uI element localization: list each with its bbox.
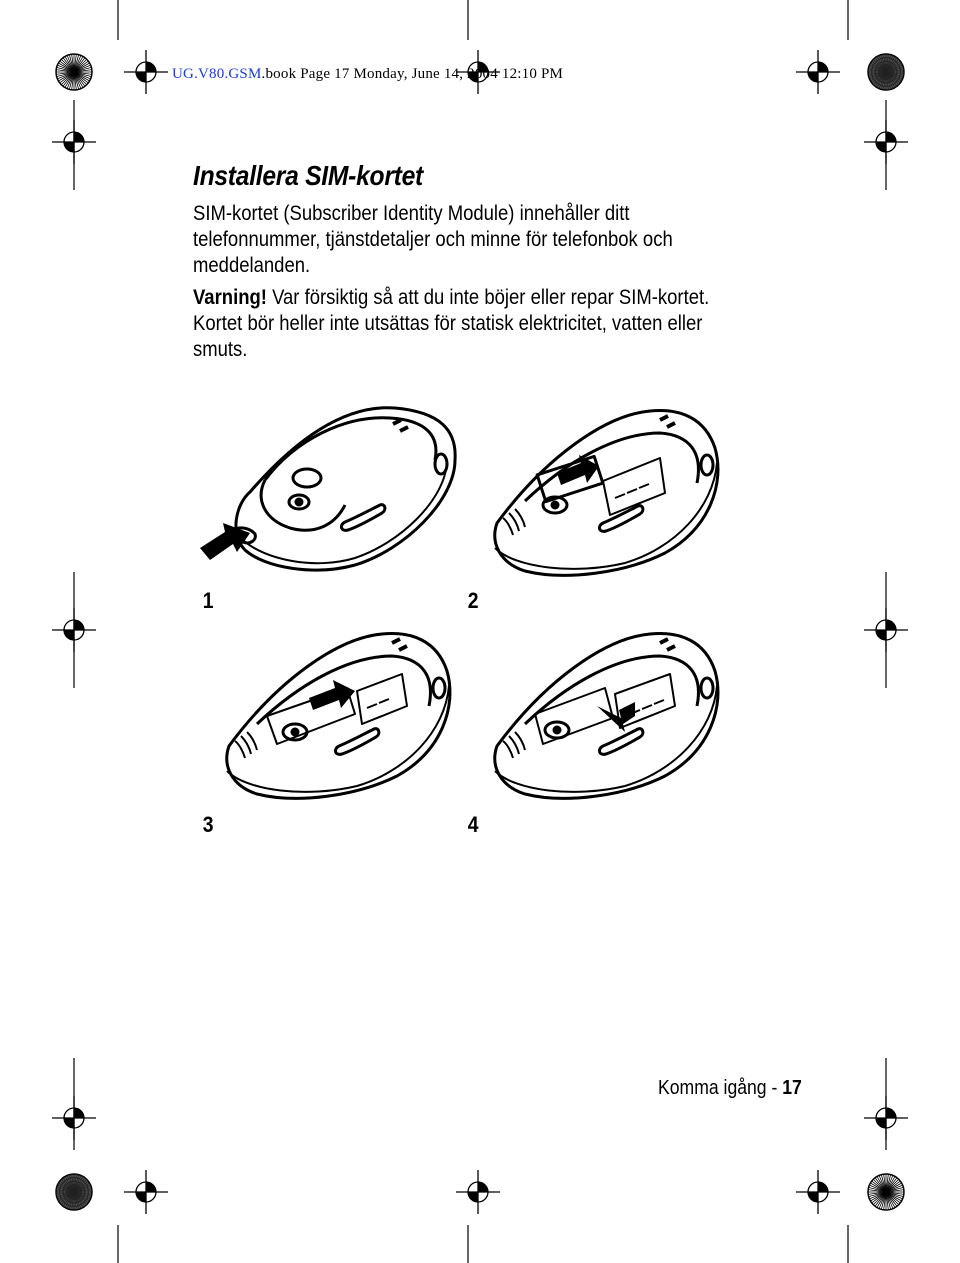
warning-line-2: Kortet bör heller inte utsättas för statisk elektricitet, vatten eller [193, 312, 703, 335]
warning-line-1 [193, 285, 709, 311]
phone-illustration-2 [485, 403, 725, 581]
intro-paragraph [193, 201, 673, 279]
book-header [172, 66, 563, 83]
intro-line-1: SIM-kortet (Subscriber Identity Module) innehåller ditt [193, 202, 630, 225]
crosshair-mark-bottom-3 [796, 1170, 840, 1214]
starburst-mark-bottom-left [56, 1174, 92, 1210]
header-prefix: UG.V80.GSM [172, 66, 262, 82]
crosshair-mark-top-3 [796, 50, 840, 94]
step-label-3: 3 [202, 812, 214, 837]
starburst-mark-bottom-right [868, 1174, 904, 1210]
crosshair-mark-bottom-1 [124, 1170, 168, 1214]
page-footer [658, 1077, 802, 1100]
step-label-1: 1 [202, 588, 214, 613]
phone-illustration-3 [217, 626, 462, 804]
page-number: 17 [782, 1077, 802, 1099]
warning-text-1: Var försiktig så att du inte böjer eller repar SIM-kortet. [266, 286, 710, 309]
starburst-mark-top-right [868, 54, 904, 90]
page-title: Installera SIM-kortet [193, 160, 423, 191]
header-suffix: .book Page 17 Monday, June 14, 2004 12:10 PM [261, 66, 564, 82]
intro-line-3: meddelanden. [193, 254, 311, 277]
footer-section: Komma igång - [658, 1077, 783, 1099]
step-label-4: 4 [467, 812, 479, 837]
warning-line-3: smuts. [193, 338, 248, 361]
intro-line-2: telefonnummer, tjänstdetaljer och minne för telefonbok och [193, 228, 673, 251]
starburst-mark-top-left [56, 54, 92, 90]
crosshair-mark-top-1 [124, 50, 168, 94]
phone-illustration-1 [195, 400, 465, 580]
warning-label: Varning! [193, 286, 267, 309]
phone-illustration-4 [485, 626, 725, 804]
step-label-2: 2 [467, 588, 479, 613]
crosshair-mark-bottom-2 [456, 1170, 500, 1214]
warning-paragraph [193, 285, 709, 363]
